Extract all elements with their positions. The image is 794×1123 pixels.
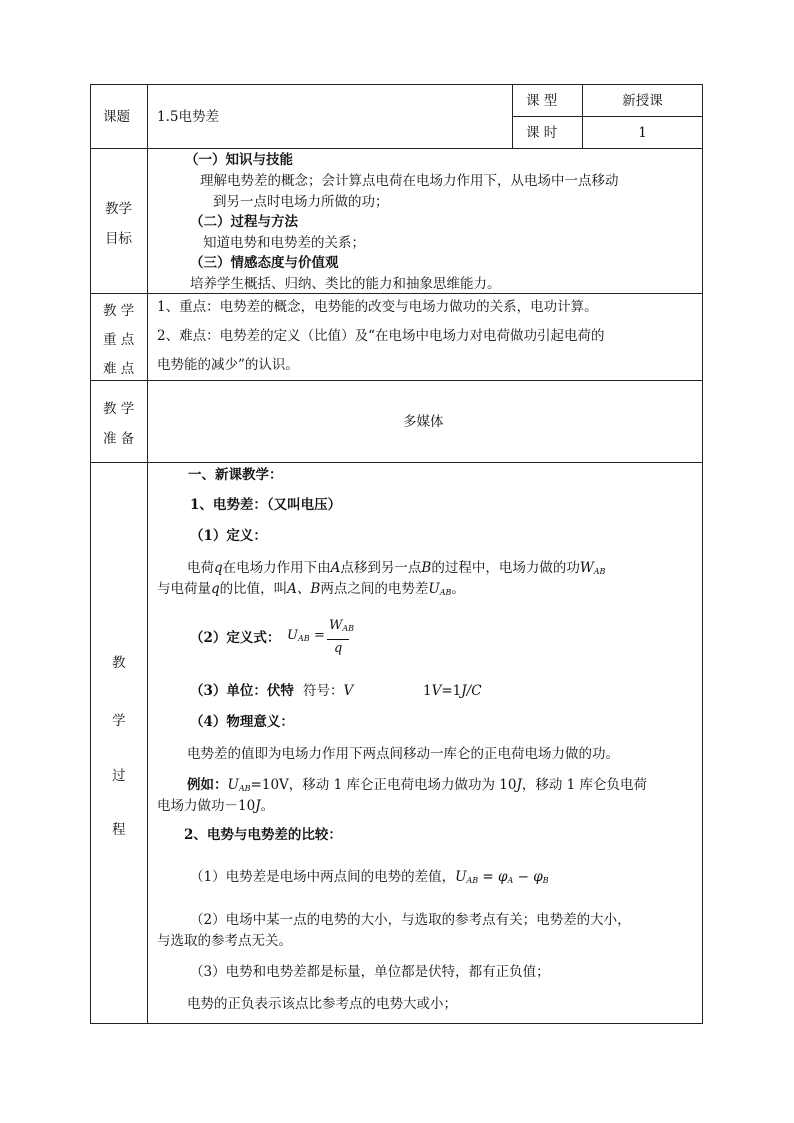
keypoints-label-2: 重 点 xyxy=(103,332,135,348)
meaning-text: 电势差的值即为电场力作用下两点间移动一库仑的正电荷电场力做的功。 xyxy=(187,746,619,762)
formula-numerator: $W_{AB}$ xyxy=(329,618,355,633)
unit-relation: 1V=1J/C xyxy=(423,683,482,699)
keypoints-line-3: 电势能的减少”的认识。 xyxy=(157,357,299,373)
goals-text-3: 培养学生概括、归纳、类比的能力和抽象思维能力。 xyxy=(190,276,501,292)
table-border-left xyxy=(90,84,91,1024)
comparison-2b: 与选取的参考点无关。 xyxy=(157,933,292,949)
goals-heading-attitude: （三）情感态度与价值观 xyxy=(190,255,339,271)
comparison-4: 电势的正负表示该点比参考点的电势大或小； xyxy=(187,996,457,1012)
unit-symbol: 符号：V xyxy=(303,683,354,699)
keypoints-line-2: 2、难点：电势差的定义（比值）及“在电场中电场力对电荷做功引起电荷的 xyxy=(157,328,605,344)
unit-line: （3）单位：伏特 xyxy=(190,683,294,699)
prep-value: 多媒体 xyxy=(403,414,444,430)
label-column-divider xyxy=(147,84,148,1024)
comparison-3: （3）电势和电势差都是标量，单位都是伏特，都有正负值； xyxy=(190,964,550,980)
table-border-top xyxy=(90,84,703,85)
example-line-1: 例如：$U_{AB}=10V$，移动 1 库仑正电荷电场力做功为 10J，移动 1 库仑负电荷 xyxy=(187,777,648,793)
goals-heading-process: （二）过程与方法 xyxy=(190,214,298,230)
process-label-4: 程 xyxy=(112,822,126,838)
goals-heading-knowledge: （一）知识与技能 xyxy=(185,152,293,168)
keypoints-line-1: 1、重点：电势差的概念，电势能的改变与电场力做功的关系，电功计算。 xyxy=(157,299,598,315)
definition-formula xyxy=(287,618,367,662)
prep-label-1: 教 学 xyxy=(103,401,135,417)
row-separator-3 xyxy=(90,380,703,381)
goals-label-1: 教学 xyxy=(105,201,132,217)
comparison-2a: （2）电场中某一点的电势的大小，与选取的参考点有关；电势差的大小， xyxy=(190,912,631,928)
section-new-lesson: 一、新课教学： xyxy=(188,467,283,483)
header-mid-line xyxy=(512,116,702,117)
definition-line-1: 电荷q在电场力作用下由A点移到另一点B的过程中，电场力做的功$W_{AB}$ xyxy=(187,560,606,576)
section-formula: （2）定义式： xyxy=(190,630,281,646)
comparison-1: （1）电势差是电场中两点间的电势的差值，$U_{AB} = \varphi_A - \varphi_B$ xyxy=(190,869,549,885)
section-potential-difference: 1、电势差：（又叫电压） xyxy=(190,497,342,513)
row-separator-2 xyxy=(90,293,703,294)
goals-text-1a: 理解电势差的概念；会计算点电荷在电场力作用下，从电场中一点移动 xyxy=(200,173,619,189)
section-physical-meaning: （4）物理意义： xyxy=(190,714,294,730)
lesson-hours-value: 1 xyxy=(638,125,647,141)
topic-label: 课题 xyxy=(103,109,130,125)
goals-label-2: 目标 xyxy=(105,231,132,247)
topic-value: 1.5电势差 xyxy=(157,109,219,125)
goals-text-1b: 到另一点时电场力所做的功； xyxy=(213,194,389,210)
example-line-2: 电场力做功－10J。 xyxy=(157,798,275,814)
process-label-3: 过 xyxy=(112,768,126,784)
section-definition: （1）定义： xyxy=(190,528,267,544)
keypoints-label-1: 教 学 xyxy=(103,303,135,319)
process-label-2: 学 xyxy=(112,713,126,729)
prep-label-2: 准 备 xyxy=(103,431,135,447)
row-separator-4 xyxy=(90,462,703,463)
formula-equals: = xyxy=(314,628,325,643)
definition-line-2: 与电荷量q的比值，叫A、B两点之间的电势差$U_{AB}$。 xyxy=(157,581,465,597)
keypoints-label-3: 难 点 xyxy=(103,361,135,377)
goals-text-2: 知道电势和电势差的关系； xyxy=(203,235,365,251)
table-border-right xyxy=(702,84,703,1024)
row-separator-1 xyxy=(90,148,703,149)
formula-denominator: q xyxy=(334,641,343,656)
lesson-hours-label: 课 时 xyxy=(526,125,558,141)
process-label-1: 教 xyxy=(112,655,126,671)
formula-lhs: $U_{AB}$ xyxy=(287,628,310,643)
lesson-type-label: 课 型 xyxy=(526,93,558,109)
section-comparison: 2、电势与电势差的比较： xyxy=(184,827,342,843)
fraction-bar xyxy=(327,639,349,640)
lesson-type-value: 新授课 xyxy=(622,93,663,109)
table-border-bottom xyxy=(90,1023,703,1024)
